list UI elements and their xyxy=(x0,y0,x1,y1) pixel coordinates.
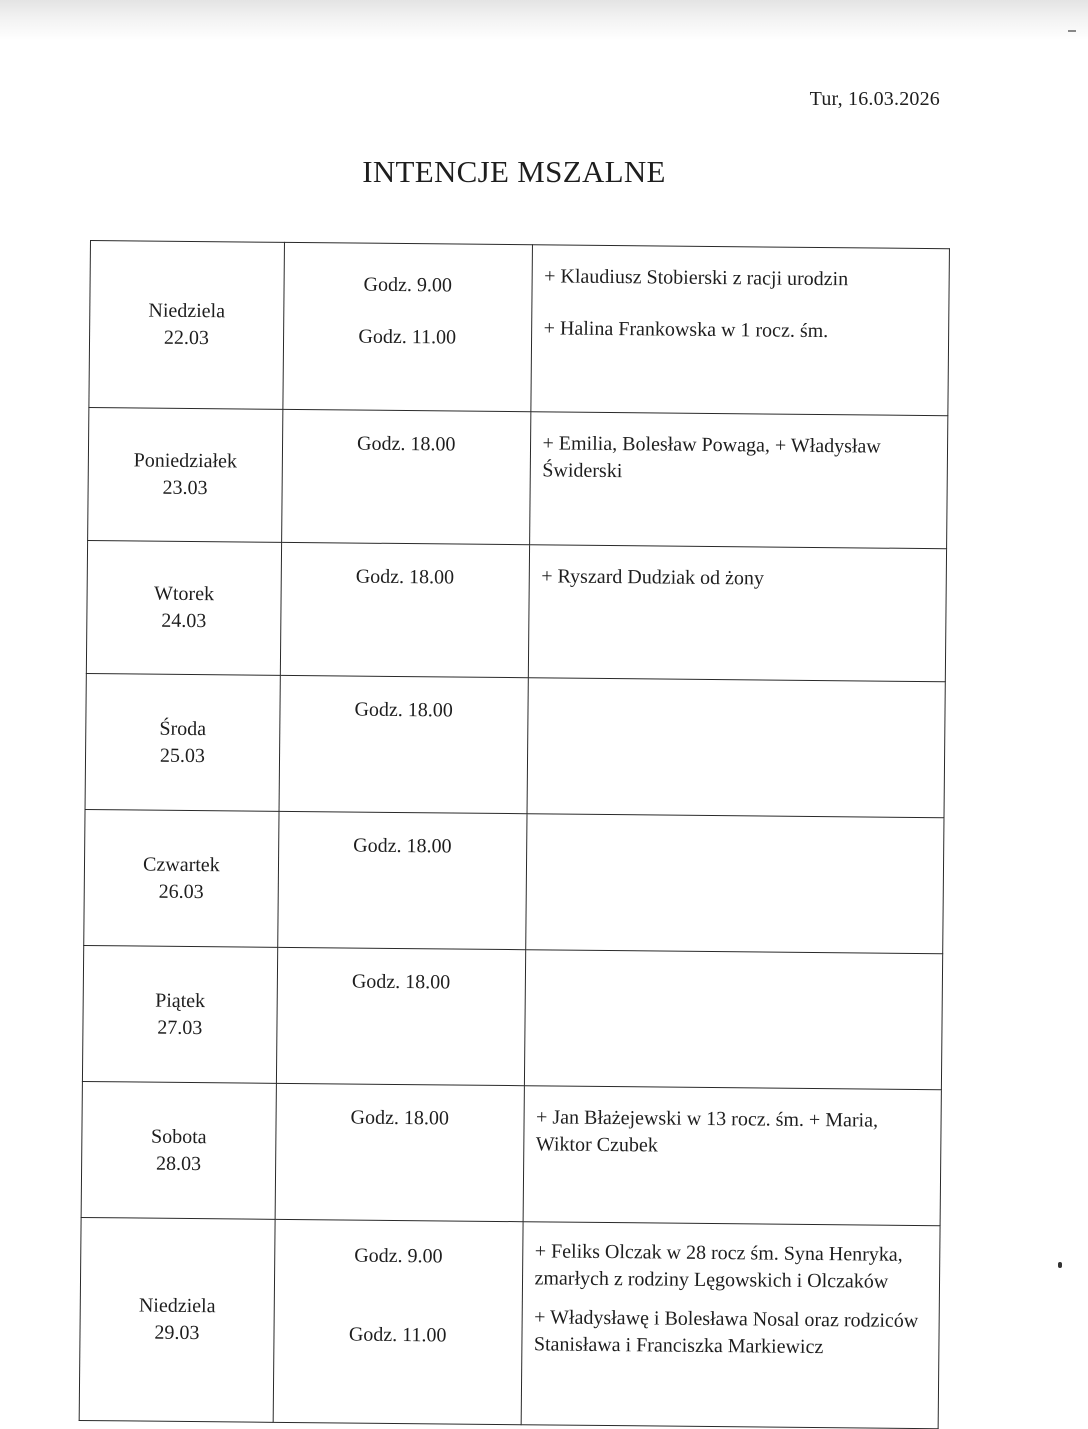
table-row xyxy=(86,540,946,681)
time-cell xyxy=(273,1219,523,1424)
day-date: 27.03 xyxy=(157,1016,203,1039)
intention-text: + Władysławę i Bolesława Nosal oraz rodziców Stanisława i Franciszka Markiewicz xyxy=(533,1306,919,1359)
intention-cell xyxy=(524,950,943,1090)
time-cell xyxy=(280,542,529,677)
day-date: 28.03 xyxy=(155,1152,202,1175)
intention-text: + Jan Błażejewski w 13 rocz. śm. + Maria, Wiktor Czubek xyxy=(535,1106,879,1157)
time-cell xyxy=(283,242,532,411)
mass-time: Godz. 11.00 xyxy=(348,1323,447,1347)
intention-text: + Feliks Olczak w 28 rocz śm. Syna Henryka, zmarłych z rodziny Lęgowskich i Olczaków xyxy=(534,1240,903,1293)
mass-time: Godz. 18.00 xyxy=(353,834,452,858)
mass-time: Godz. 11.00 xyxy=(358,325,457,349)
day-date: 22.03 xyxy=(163,326,210,350)
day-date: 25.03 xyxy=(159,744,206,767)
mass-time: Godz. 9.00 xyxy=(354,1244,443,1268)
intention-text: + Ryszard Dudziak od żony xyxy=(541,565,765,590)
day-cell xyxy=(82,945,277,1083)
mass-intentions-table xyxy=(79,240,950,1429)
day-name: Niedziela xyxy=(138,1294,216,1318)
table-row xyxy=(85,673,945,817)
day-date: 29.03 xyxy=(154,1321,200,1345)
day-date: 23.03 xyxy=(162,476,208,500)
day-cell xyxy=(89,241,284,410)
table-row xyxy=(81,1081,941,1225)
intention-cell xyxy=(528,545,947,682)
day-cell xyxy=(79,1217,275,1422)
day-cell xyxy=(81,1081,276,1219)
scan-artifact xyxy=(1058,1262,1062,1268)
scan-shadow xyxy=(0,0,1088,40)
mass-time: Godz. 18.00 xyxy=(350,1106,450,1130)
intention-cell xyxy=(525,814,944,954)
time-cell xyxy=(278,811,527,949)
day-date: 24.03 xyxy=(161,609,207,633)
day-cell xyxy=(84,809,279,947)
day-name: Środa xyxy=(159,717,207,740)
table-row xyxy=(88,407,948,548)
table-row xyxy=(89,241,950,416)
mass-time: Godz. 9.00 xyxy=(363,273,453,297)
time-cell xyxy=(279,675,528,813)
day-cell xyxy=(86,540,281,675)
intention-text: + Emilia, Bolesław Powaga, + Władysław Świderski xyxy=(542,432,881,483)
mass-time: Godz. 18.00 xyxy=(354,698,453,722)
intention-text: + Halina Frankowska w 1 rocz. śm. xyxy=(543,317,829,343)
mass-time: Godz. 18.00 xyxy=(355,565,455,589)
day-name: Niedziela xyxy=(148,299,226,323)
time-cell xyxy=(281,409,530,544)
intention-text: + Klaudiusz Stobierski z racji urodzin xyxy=(544,265,849,291)
day-name: Czwartek xyxy=(143,853,220,876)
intention-cell xyxy=(529,412,948,549)
day-cell xyxy=(85,673,280,811)
day-name: Wtorek xyxy=(153,582,215,606)
time-cell xyxy=(275,1083,524,1221)
day-name: Poniedziałek xyxy=(133,449,238,473)
scan-artifact xyxy=(1068,30,1076,32)
day-date: 26.03 xyxy=(158,880,204,903)
intention-cell xyxy=(521,1222,940,1429)
table-row xyxy=(82,945,942,1089)
intention-cell xyxy=(527,678,946,818)
day-name: Piątek xyxy=(155,989,206,1012)
table-row xyxy=(79,1217,940,1428)
mass-time: Godz. 18.00 xyxy=(356,432,456,456)
intention-cell xyxy=(530,245,949,416)
table-row xyxy=(84,809,944,953)
page-title: INTENCJE MSZALNE xyxy=(362,154,666,189)
mass-time: Godz. 18.00 xyxy=(351,970,451,994)
intention-cell xyxy=(523,1086,942,1226)
day-name: Sobota xyxy=(150,1125,207,1148)
day-cell xyxy=(88,407,283,542)
place-date: Tur, 16.03.2026 xyxy=(809,88,940,110)
time-cell xyxy=(276,947,525,1085)
